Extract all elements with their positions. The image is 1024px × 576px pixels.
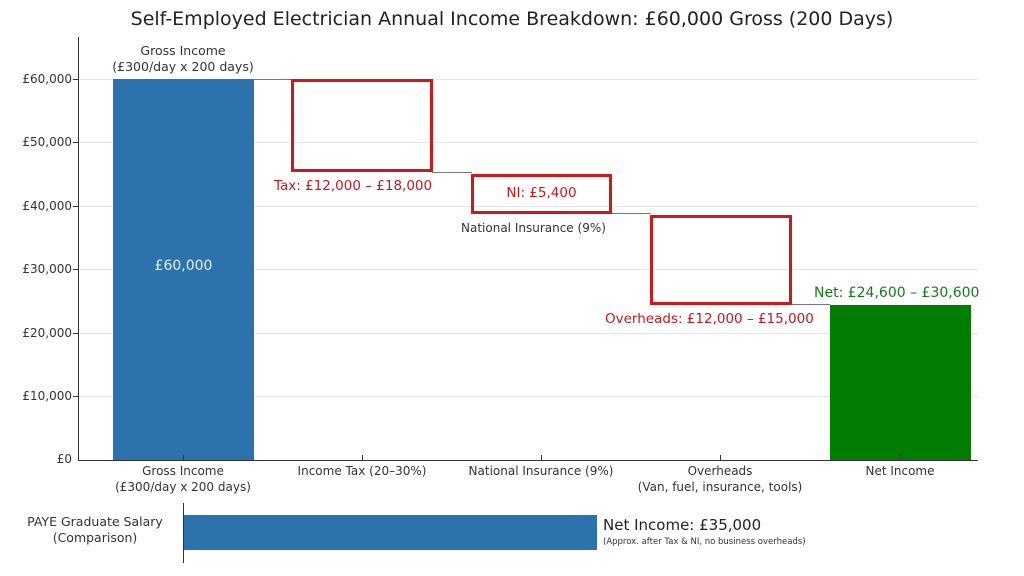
bar-net-income [830,305,971,460]
y-tick-60000: £60,000 [22,72,72,86]
bar-overheads [650,215,792,305]
overheads-annotation: Overheads: £12,000 – £15,000 [605,311,814,327]
gross-top-line1: Gross Income [140,43,226,58]
y-tick-0: £0 [56,452,72,466]
x-label-line1: Gross Income [142,464,224,478]
x-tickmark [362,455,363,460]
x-label-line1: National Insurance (9%) [468,464,614,478]
x-label-net-income [800,463,1000,479]
y-tick-10000: £10,000 [22,389,72,403]
y-tick-40000: £40,000 [22,199,72,213]
connector-gross-tax [254,79,292,80]
x-label-line2: (£300/day x 200 days) [115,480,251,494]
tax-annotation: Tax: £12,000 – £18,000 [274,178,433,194]
x-label-gross-income [83,463,283,495]
net-annotation: Net: £24,600 – £30,600 [814,285,980,301]
y-axis [78,37,79,460]
chart-title: Self-Employed Electrician Annual Income Breakdown: £60,000 Gross (200 Days) [130,8,894,30]
comparison-value-label: Net Income: £35,000 [603,516,762,534]
comparison-label-line1: PAYE Graduate Salary [27,514,163,529]
bar-income-tax [291,79,433,172]
connector-ni-overheads [611,213,651,214]
gross-top-annotation [83,43,283,75]
x-label-line2: (Van, fuel, insurance, tools) [637,480,803,494]
x-label-line1: Overheads [687,464,753,478]
x-label-overheads [610,463,830,495]
ni-annotation: NI: £5,400 [506,185,577,201]
comparison-note: (Approx. after Tax & NI, no business overheads) [603,537,806,547]
y-tick-30000: £30,000 [22,262,72,276]
x-tickmark [900,455,901,460]
connector-overheads-net [790,304,830,305]
connector-tax-ni [432,172,472,173]
x-label-line1: Net Income [865,464,935,478]
y-tick-20000: £20,000 [22,326,72,340]
bar-gross-value-label: £60,000 [154,258,213,274]
x-label-line1: Income Tax (20–30%) [297,464,427,478]
comparison-label-line2: (Comparison) [52,530,138,545]
x-tickmark [720,455,721,460]
x-label-income-tax [262,463,462,479]
ni-sub-annotation: National Insurance (9%) [461,221,606,235]
gross-top-line2: (£300/day x 200 days) [112,59,254,74]
y-tick-50000: £50,000 [22,135,72,149]
x-axis [78,460,978,461]
x-tickmark [183,455,184,460]
comparison-label [10,514,180,546]
x-tickmark [541,455,542,460]
comparison-bar [184,515,597,550]
